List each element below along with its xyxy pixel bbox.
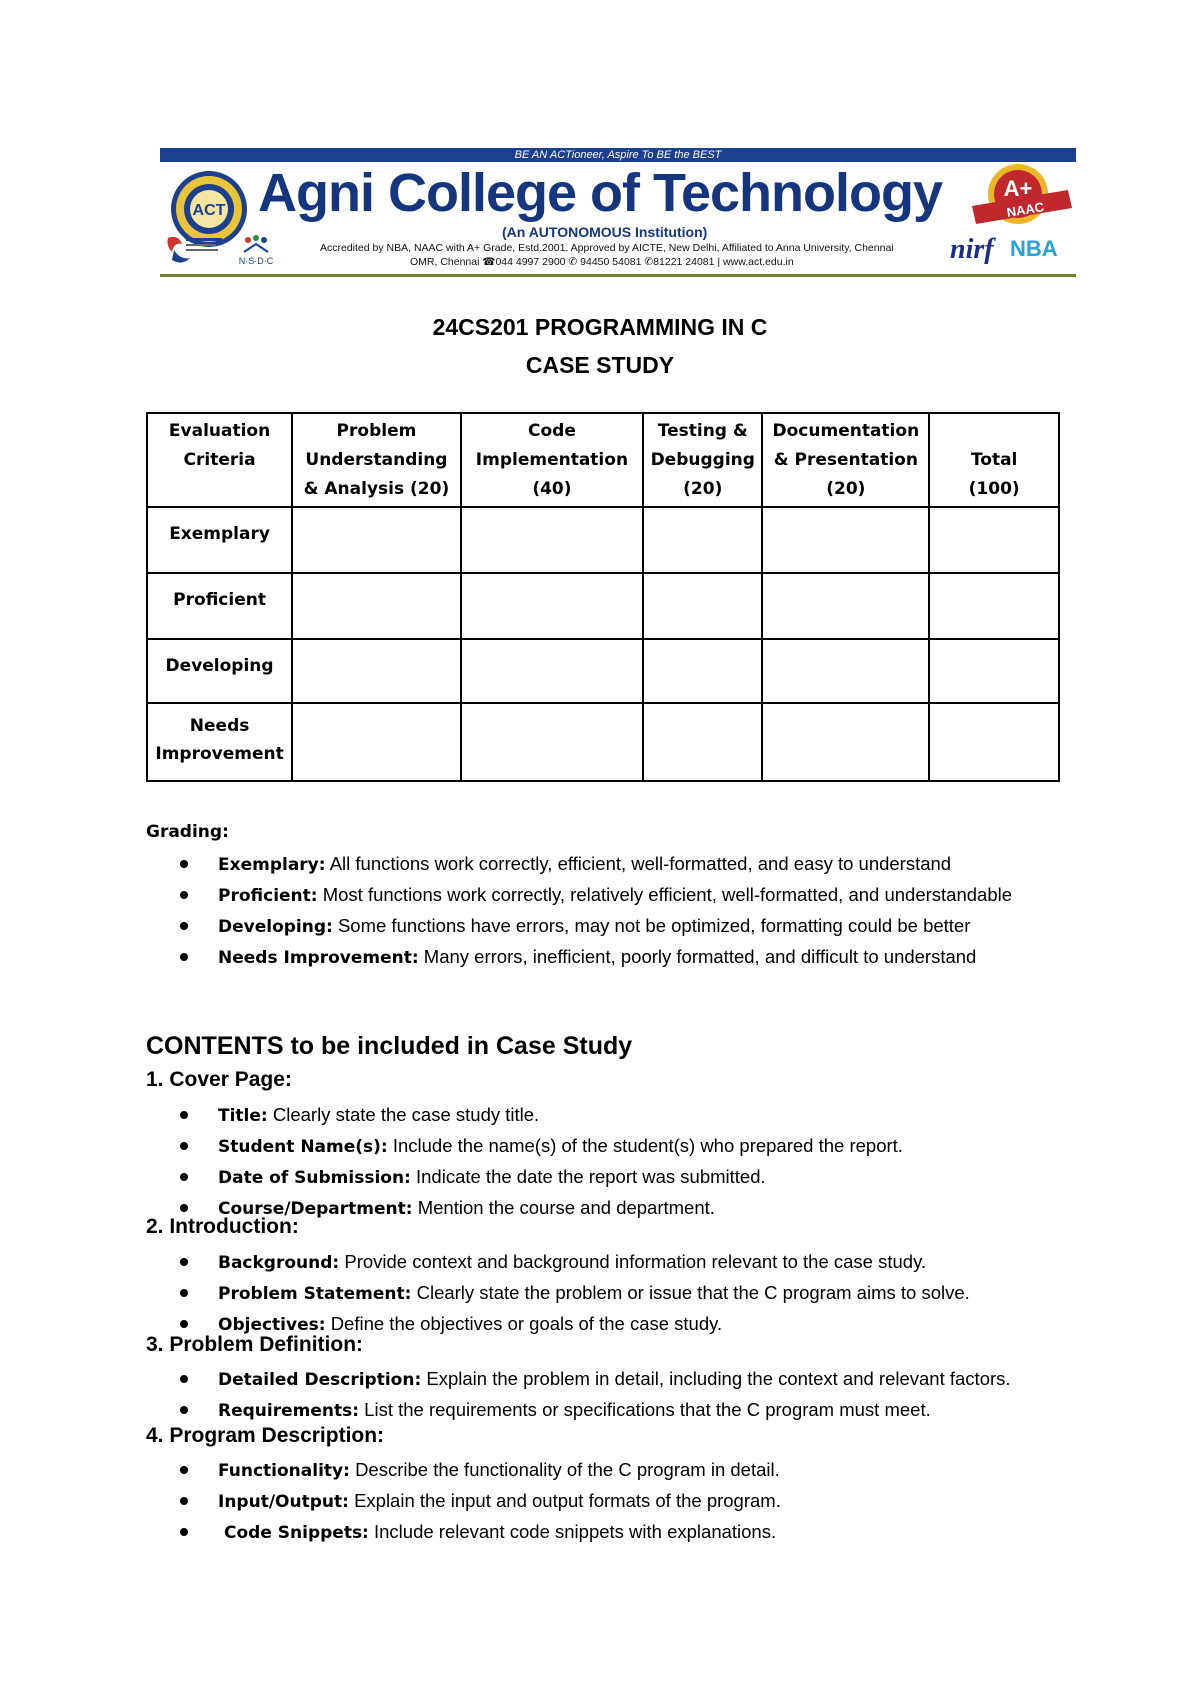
naac-grade: A+ — [1003, 176, 1033, 201]
address-line: OMR, Chennai ☎044 4997 2900 ✆ 94450 54081 ✆81221 24081 | www.act.edu.in — [410, 256, 794, 268]
score-cell[interactable] — [292, 507, 461, 573]
score-cell[interactable] — [762, 507, 929, 573]
list-item: Detailed Description: Explain the problem in detail, including the context and relevant factors. — [146, 1364, 1060, 1395]
bullet-icon — [180, 922, 188, 930]
nba-logo: NBA — [1010, 236, 1058, 261]
grading-heading: Grading: — [146, 822, 229, 842]
row-label: Proficient — [147, 573, 292, 639]
contents-heading: CONTENTS to be included in Case Study — [146, 1032, 633, 1060]
header-total: Total (100) — [929, 413, 1059, 507]
bullet-icon — [180, 1111, 188, 1119]
header-testing-debugging: Testing & Debugging (20) — [643, 413, 762, 507]
list-item: Student Name(s): Include the name(s) of the student(s) who prepared the report. — [146, 1131, 1060, 1162]
section-list — [146, 1247, 1060, 1340]
header-evaluation-criteria: Evaluation Criteria — [147, 413, 292, 507]
rubric-row-exemplary — [147, 507, 1059, 573]
score-cell[interactable] — [461, 703, 643, 781]
score-cell[interactable] — [461, 507, 643, 573]
partner-logos — [164, 232, 294, 268]
header-documentation: Documentation & Presentation (20) — [762, 413, 929, 507]
bullet-icon — [180, 1204, 188, 1212]
bullet-icon — [180, 1528, 188, 1536]
list-item: Exemplary: All functions work correctly, efficient, well-formatted, and easy to understand — [146, 849, 1060, 880]
section-heading: 1. Cover Page: — [146, 1068, 292, 1091]
rubric-row-proficient — [147, 573, 1059, 639]
list-item: Course/Department: Mention the course and department. — [146, 1193, 1060, 1224]
rubric-row-developing — [147, 639, 1059, 703]
row-label: Developing — [147, 639, 292, 703]
list-item: Needs Improvement: Many errors, inefficient, poorly formatted, and difficult to understand — [146, 942, 1060, 973]
section-heading: 2. Introduction: — [146, 1215, 299, 1238]
header-problem-understanding: Problem Understanding & Analysis (20) — [292, 413, 461, 507]
bullet-icon — [180, 1258, 188, 1266]
score-cell[interactable] — [762, 573, 929, 639]
score-cell[interactable] — [929, 639, 1059, 703]
course-title: 24CS201 PROGRAMMING IN C — [432, 314, 768, 340]
naac-badge — [972, 162, 1072, 238]
row-label: Exemplary — [147, 507, 292, 573]
score-cell[interactable] — [292, 639, 461, 703]
bullet-icon — [180, 1142, 188, 1150]
score-cell[interactable] — [762, 639, 929, 703]
section-list — [146, 1364, 1060, 1426]
grading-list — [146, 849, 1060, 973]
list-item: Developing: Some functions have errors, may not be optimized, formatting could be better — [146, 911, 1060, 942]
section-heading: 4. Program Description: — [146, 1424, 385, 1447]
institution-status: (An AUTONOMOUS Institution) — [502, 224, 708, 240]
score-cell[interactable] — [929, 573, 1059, 639]
score-cell[interactable] — [929, 507, 1059, 573]
bullet-icon — [180, 1406, 188, 1414]
college-banner — [160, 148, 1076, 280]
seal-text: ACT — [192, 202, 226, 219]
score-cell[interactable] — [643, 507, 762, 573]
bullet-icon — [180, 860, 188, 868]
bullet-icon — [180, 1375, 188, 1383]
college-name: Agni College of Technology — [258, 163, 942, 223]
score-cell[interactable] — [292, 573, 461, 639]
bullet-icon — [180, 891, 188, 899]
rubric-row-needs-improvement — [147, 703, 1059, 781]
bullet-icon — [180, 953, 188, 961]
list-item: Title: Clearly state the case study title. — [146, 1100, 1060, 1131]
score-cell[interactable] — [762, 703, 929, 781]
list-item: Input/Output: Explain the input and output formats of the program. — [146, 1486, 1060, 1517]
section-heading: 3. Problem Definition: — [146, 1333, 364, 1356]
row-label: Needs Improvement — [147, 703, 292, 781]
bullet-icon — [180, 1173, 188, 1181]
accreditation-line: Accredited by NBA, NAAC with A+ Grade, Estd.2001. Approved by AICTE, New Delhi, Affiliated to Anna University, Chennai — [320, 242, 894, 254]
score-cell[interactable] — [929, 703, 1059, 781]
nirf-logo: nirf — [950, 234, 994, 265]
tagline-bar: BE AN ACTioneer, Aspire To BE the BEST — [160, 148, 1076, 162]
list-item: Objectives: Define the objectives or goals of the case study. — [146, 1309, 1060, 1340]
list-item: Requirements: List the requirements or specifications that the C program must meet. — [146, 1395, 1060, 1426]
rubric-header-row — [147, 413, 1059, 507]
score-cell[interactable] — [643, 639, 762, 703]
bullet-icon — [180, 1289, 188, 1297]
bullet-icon — [180, 1497, 188, 1505]
bullet-icon — [180, 1466, 188, 1474]
section-list — [146, 1455, 1060, 1548]
list-item: Problem Statement: Clearly state the problem or issue that the C program aims to solve. — [146, 1278, 1060, 1309]
score-cell[interactable] — [461, 639, 643, 703]
score-cell[interactable] — [643, 573, 762, 639]
list-item: Functionality: Describe the functionality of the C program in detail. — [146, 1455, 1060, 1486]
rubric-table — [146, 412, 1060, 782]
score-cell[interactable] — [292, 703, 461, 781]
header-code-implementation: Code Implementation (40) — [461, 413, 643, 507]
document-title: CASE STUDY — [525, 352, 675, 378]
list-item: Background: Provide context and background information relevant to the case study. — [146, 1247, 1060, 1278]
nsdc-label: N·S·D·C — [238, 256, 274, 266]
list-item: Proficient: Most functions work correctly, relatively efficient, well-formatted, and understandable — [146, 880, 1060, 911]
list-item: Code Snippets: Include relevant code snippets with explanations. — [146, 1517, 1060, 1548]
banner-divider — [160, 274, 1076, 277]
bullet-icon — [180, 1320, 188, 1328]
score-cell[interactable] — [461, 573, 643, 639]
naac-label: NAAC — [1005, 199, 1046, 220]
list-item: Date of Submission: Indicate the date the report was submitted. — [146, 1162, 1060, 1193]
score-cell[interactable] — [643, 703, 762, 781]
section-list — [146, 1100, 1060, 1224]
